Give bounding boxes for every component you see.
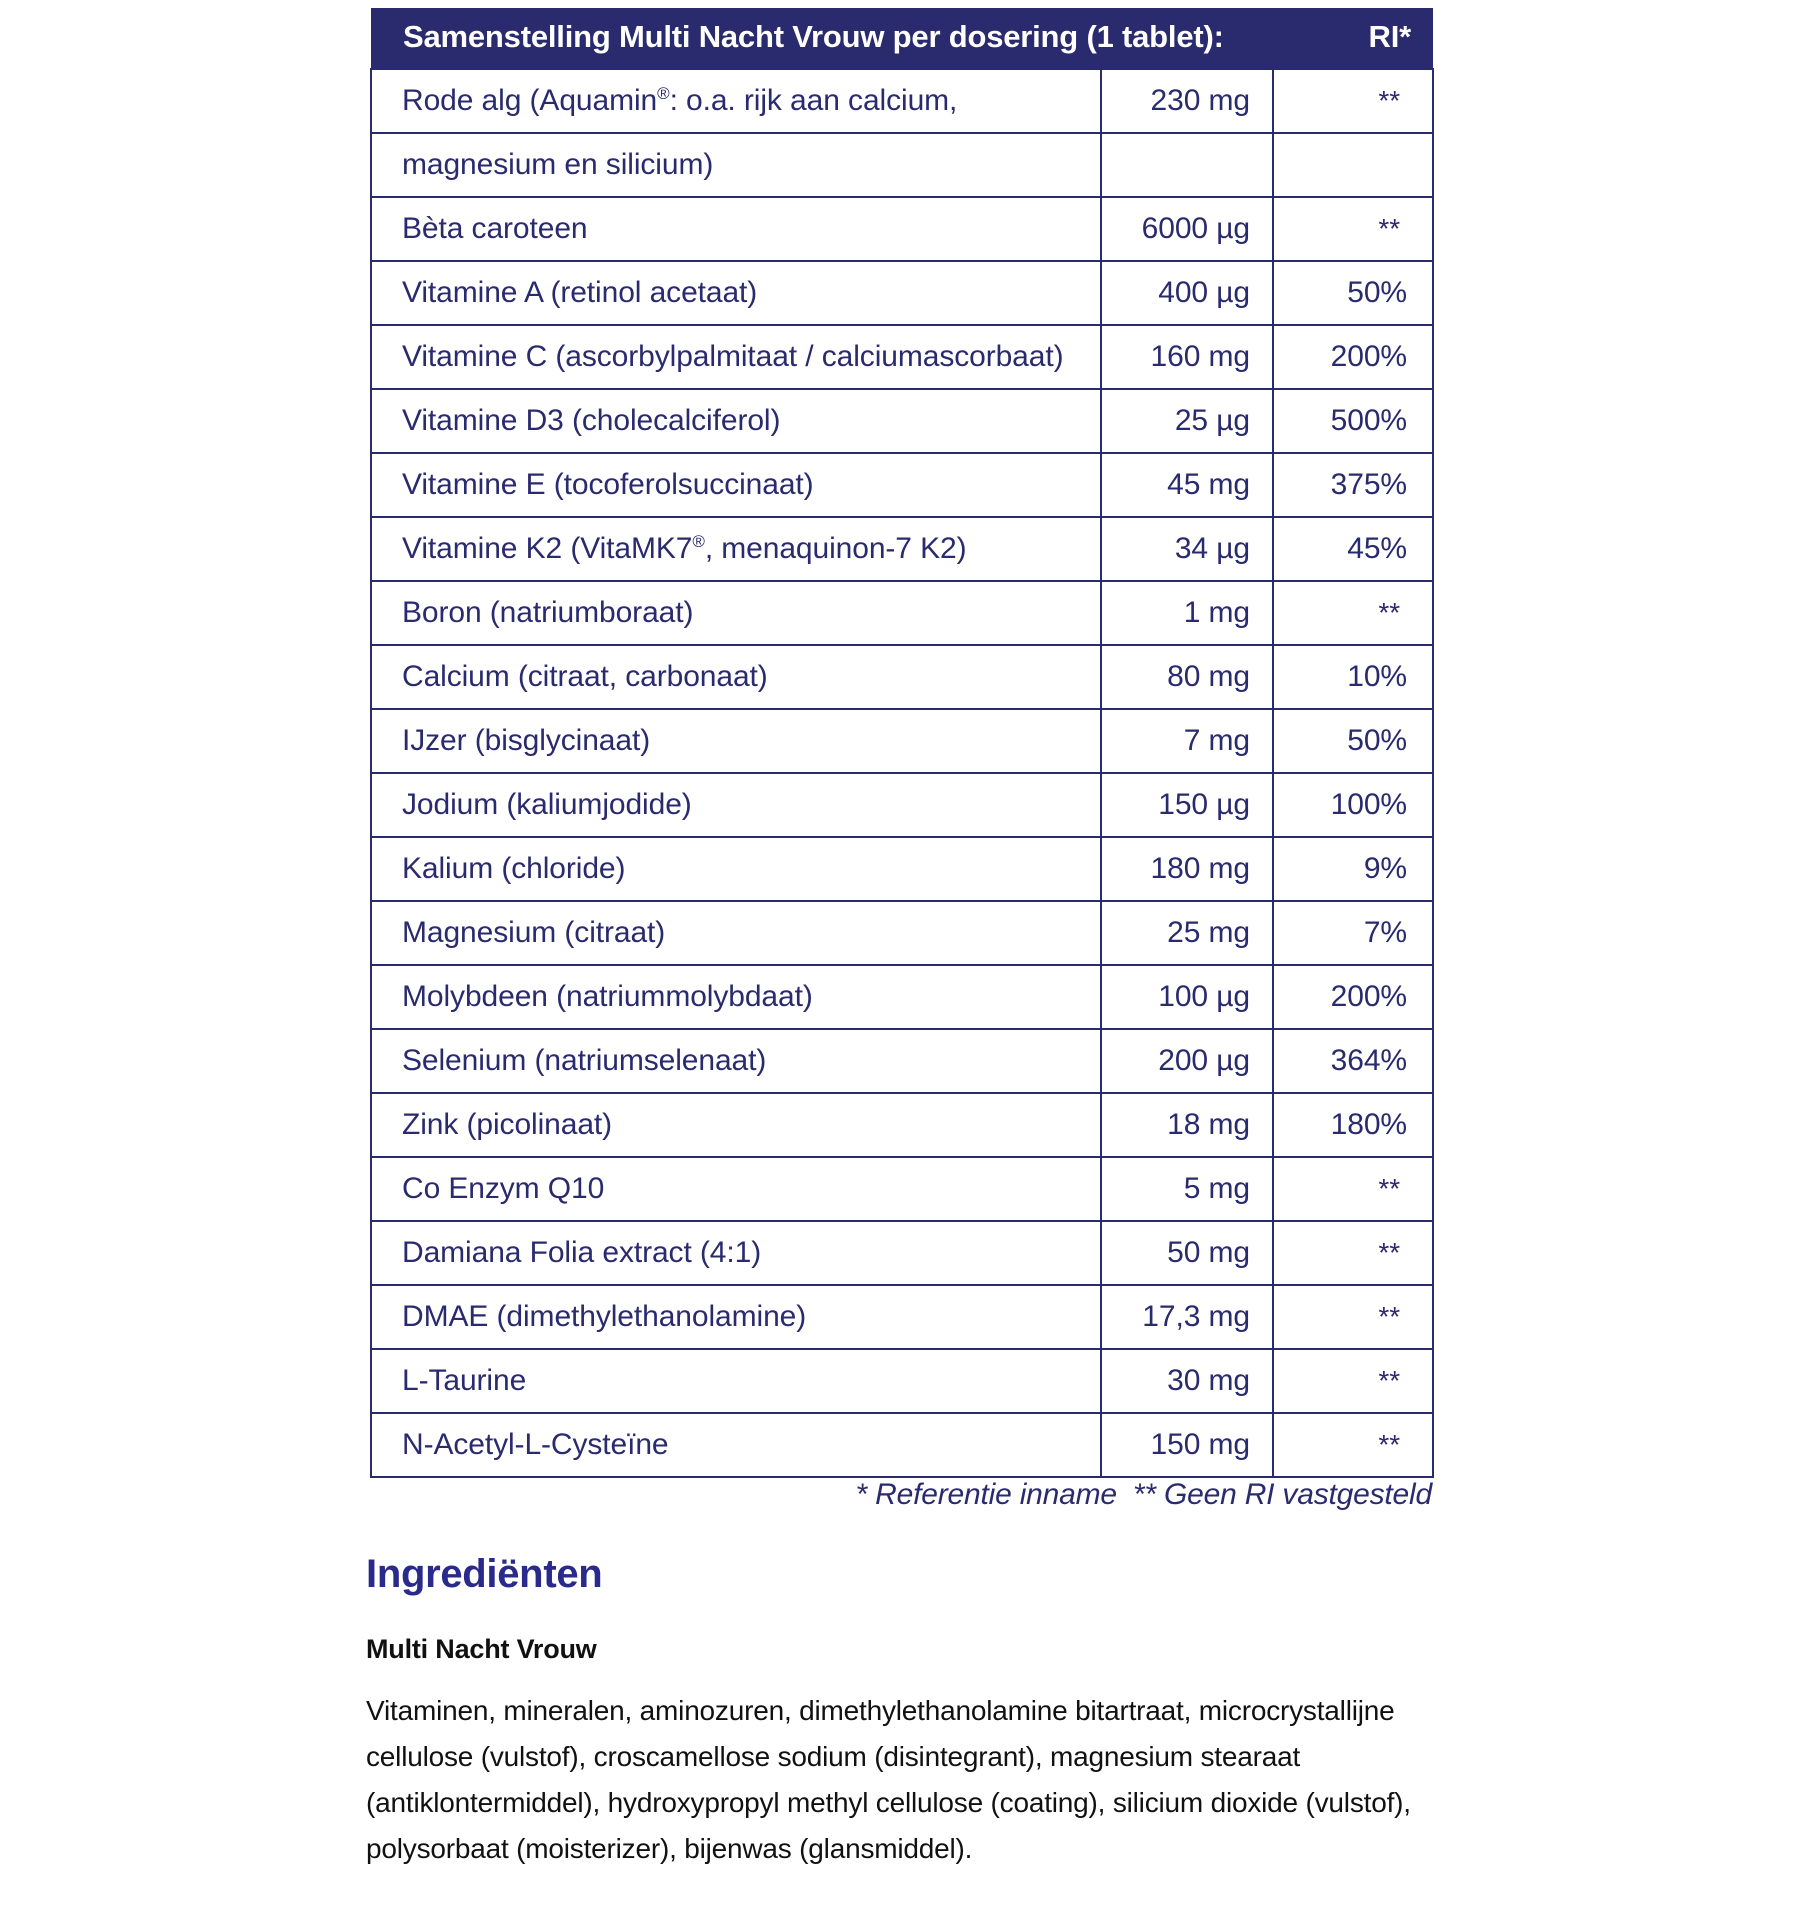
table-ri-column-header: RI* (1368, 19, 1411, 54)
cell-ri-value: 500% (1273, 389, 1433, 453)
cell-ri-value: ** (1273, 1221, 1433, 1285)
cell-ri-value: 45% (1273, 517, 1433, 581)
cell-ri-value: 10% (1273, 645, 1433, 709)
table-row (371, 69, 1433, 133)
table-row (371, 517, 1433, 581)
cell-amount: 100 µg (1101, 965, 1273, 1029)
cell-ingredient-name: Vitamine C (ascorbylpalmitaat / calciumascorbaat) (371, 325, 1101, 389)
cell-amount: 17,3 mg (1101, 1285, 1273, 1349)
cell-ingredient-name: Rode alg (Aquamin®: o.a. rijk aan calcium, (371, 69, 1101, 133)
cell-ri-value: 50% (1273, 709, 1433, 773)
cell-ingredient-name: IJzer (bisglycinaat) (371, 709, 1101, 773)
cell-amount: 25 µg (1101, 389, 1273, 453)
registered-trademark-icon: ® (657, 84, 670, 103)
cell-amount: 150 µg (1101, 773, 1273, 837)
cell-ingredient-name: Selenium (natriumselenaat) (371, 1029, 1101, 1093)
table-row (371, 1029, 1433, 1093)
cell-ri-value: 375% (1273, 453, 1433, 517)
cell-ri-value: ** (1273, 69, 1433, 133)
table-row (371, 709, 1433, 773)
cell-ri-value: 200% (1273, 965, 1433, 1029)
cell-ri-value: ** (1273, 1285, 1433, 1349)
cell-ingredient-name: Zink (picolinaat) (371, 1093, 1101, 1157)
cell-ri-value: 9% (1273, 837, 1433, 901)
table-row (371, 1157, 1433, 1221)
table-title: Samenstelling Multi Nacht Vrouw per dosering (1 tablet): (403, 19, 1224, 54)
table-row (371, 581, 1433, 645)
cell-amount: 80 mg (1101, 645, 1273, 709)
cell-ingredient-name: Kalium (chloride) (371, 837, 1101, 901)
supplement-facts-table (370, 8, 1434, 1478)
cell-ingredient-name: Bèta caroteen (371, 197, 1101, 261)
footnote-single-star: * Referentie inname (855, 1478, 1117, 1511)
cell-amount: 230 mg (1101, 69, 1273, 133)
cell-ri-value (1273, 133, 1433, 197)
table-row (371, 965, 1433, 1029)
cell-amount: 50 mg (1101, 1221, 1273, 1285)
cell-amount: 34 µg (1101, 517, 1273, 581)
footnote-double-star: ** Geen RI vastgesteld (1132, 1478, 1432, 1511)
cell-ri-value: 364% (1273, 1029, 1433, 1093)
table-row (371, 901, 1433, 965)
cell-amount: 30 mg (1101, 1349, 1273, 1413)
table-row (371, 1413, 1433, 1477)
registered-trademark-icon: ® (692, 532, 705, 551)
cell-amount: 7 mg (1101, 709, 1273, 773)
table-header-row (371, 8, 1433, 69)
table-row (371, 453, 1433, 517)
cell-ri-value: 200% (1273, 325, 1433, 389)
cell-ingredient-name: Damiana Folia extract (4:1) (371, 1221, 1101, 1285)
cell-ingredient-name: Molybdeen (natriummolybdaat) (371, 965, 1101, 1029)
cell-ingredient-name: Vitamine D3 (cholecalciferol) (371, 389, 1101, 453)
cell-ingredient-name: Calcium (citraat, carbonaat) (371, 645, 1101, 709)
table-header-cell (371, 8, 1433, 69)
ingredients-heading: Ingrediënten (366, 1552, 603, 1596)
cell-ri-value: ** (1273, 1349, 1433, 1413)
table-row (371, 773, 1433, 837)
cell-ingredient-name: Co Enzym Q10 (371, 1157, 1101, 1221)
table-row (371, 1285, 1433, 1349)
cell-amount: 200 µg (1101, 1029, 1273, 1093)
cell-ri-value: 100% (1273, 773, 1433, 837)
cell-ingredient-name: Vitamine K2 (VitaMK7®, menaquinon-7 K2) (371, 517, 1101, 581)
cell-ingredient-name: DMAE (dimethylethanolamine) (371, 1285, 1101, 1349)
cell-ingredient-name: Magnesium (citraat) (371, 901, 1101, 965)
table-row (371, 133, 1433, 197)
cell-ingredient-name: N-Acetyl-L-Cysteïne (371, 1413, 1101, 1477)
cell-ingredient-name: L-Taurine (371, 1349, 1101, 1413)
table-row (371, 325, 1433, 389)
cell-amount: 160 mg (1101, 325, 1273, 389)
cell-ri-value: 7% (1273, 901, 1433, 965)
cell-ingredient-name: Vitamine A (retinol acetaat) (371, 261, 1101, 325)
cell-ri-value: ** (1273, 197, 1433, 261)
ingredients-text: Vitaminen, mineralen, aminozuren, dimethylethanolamine bitartraat, microcrystallijne cellulose (vulstof), croscamellose sodium (disintegrant), magnesium stearaat (antiklontermiddel), hydroxypropyl methyl cellulose (coating), silicium dioxide (vulstof), polysorbaat (moisterizer), bijenwas (glansmiddel). (366, 1695, 1411, 1864)
cell-amount: 25 mg (1101, 901, 1273, 965)
cell-amount: 5 mg (1101, 1157, 1273, 1221)
cell-ri-value: ** (1273, 581, 1433, 645)
table-row (371, 261, 1433, 325)
cell-ingredient-name: Vitamine E (tocoferolsuccinaat) (371, 453, 1101, 517)
cell-ri-value: 180% (1273, 1093, 1433, 1157)
table-row (371, 1349, 1433, 1413)
cell-ri-value: ** (1273, 1157, 1433, 1221)
table-footnote (370, 1478, 1432, 1512)
cell-amount (1101, 133, 1273, 197)
cell-ingredient-name: Jodium (kaliumjodide) (371, 773, 1101, 837)
cell-amount: 400 µg (1101, 261, 1273, 325)
cell-amount: 18 mg (1101, 1093, 1273, 1157)
ingredients-product-name: Multi Nacht Vrouw (366, 1634, 597, 1664)
cell-amount: 180 mg (1101, 837, 1273, 901)
cell-ingredient-name: magnesium en silicium) (371, 133, 1101, 197)
cell-amount: 1 mg (1101, 581, 1273, 645)
table-header (371, 8, 1433, 69)
table-row (371, 1221, 1433, 1285)
cell-ingredient-name: Boron (natriumboraat) (371, 581, 1101, 645)
table-body (371, 69, 1433, 1477)
cell-ri-value: ** (1273, 1413, 1433, 1477)
cell-amount: 150 mg (1101, 1413, 1273, 1477)
table-row (371, 837, 1433, 901)
table-row (371, 389, 1433, 453)
cell-amount: 6000 µg (1101, 197, 1273, 261)
table-row (371, 645, 1433, 709)
table-row (371, 1093, 1433, 1157)
cell-ri-value: 50% (1273, 261, 1433, 325)
cell-amount: 45 mg (1101, 453, 1273, 517)
table-row (371, 197, 1433, 261)
